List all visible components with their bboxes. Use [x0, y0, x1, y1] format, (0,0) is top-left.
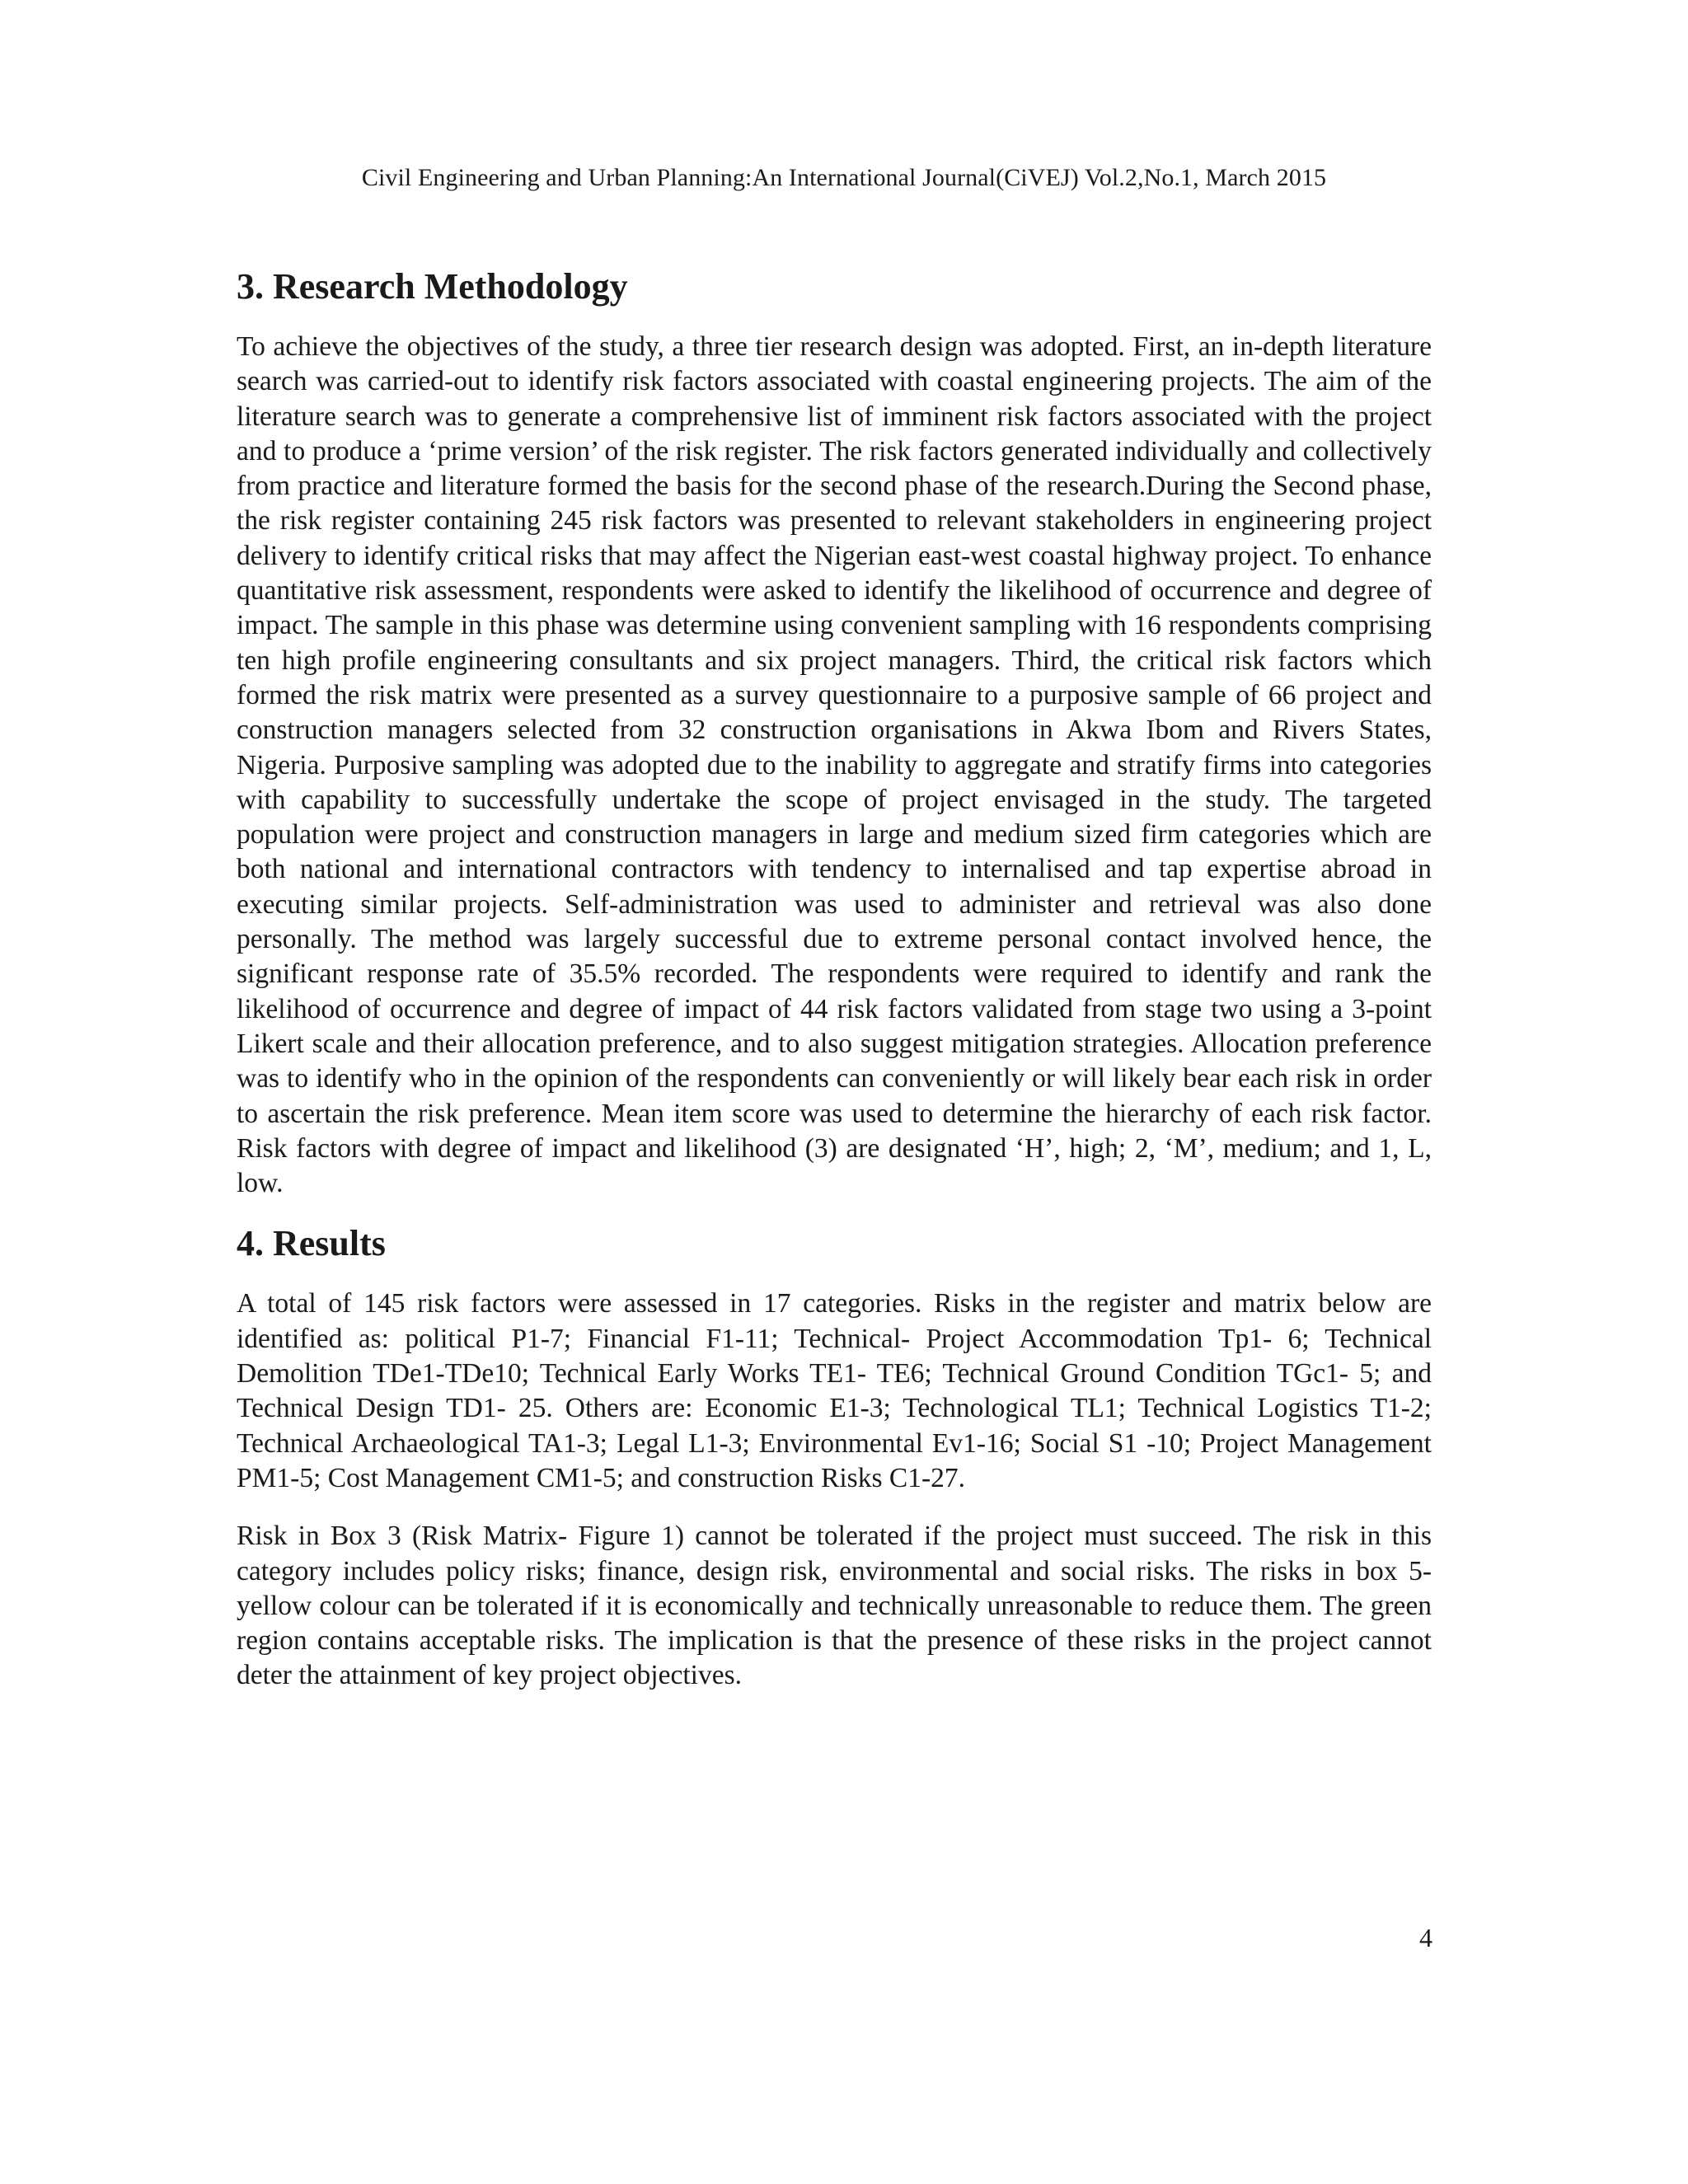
running-header: Civil Engineering and Urban Planning:An International Journal(CiVEJ) Vol.2,No.1, March 2015 [361, 164, 1327, 191]
paragraph-results-2: Risk in Box 3 (Risk Matrix- Figure 1) cannot be tolerated if the project must succeed. The risk in this category includes policy risks; finance, design risk, environmental and social risks. The risks in box 5- yellow colour can be tolerated if it is economically and technically unreasonable to reduce them. The green region contains acceptable risks. The implication is that the presence of these risks in the project cannot deter the attainment of key project objectives. [237, 1521, 1432, 1691]
page-number: 4 [1419, 1923, 1432, 1952]
paragraph-results-1: A total of 145 risk factors were assessed in 17 categories. Risks in the register and matrix below are identified as: political P1-7; Financial F1-11; Technical- Project Accommodation Tp1- 6; Technical Demolition TDe1-TDe10; Technical Early Works TE1- TE6; Technical Ground Condition TGc1- 5; and Technical Design TD1- 25. Others are: Economic E1-3; Technological TL1; Technical Logistics T1-2; Technical Archaeological TA1-3; Legal L1-3; Environmental Ev1-16; Social S1 -10; Project Management PM1-5; Cost Management CM1-5; and construction Risks C1-27. [237, 1288, 1432, 1493]
page-body [237, 262, 1432, 1694]
section-heading-results: 4. Results [237, 1223, 386, 1264]
paragraph-methodology: To achieve the objectives of the study, a three tier research design was adopted. First, an in-depth literature search was carried-out to identify risk factors associated with coastal engineering projects. The aim of the literature search was to generate a comprehensive list of imminent risk factors associated with the project and to produce a ‘prime version’ of the risk register. The risk factors generated individually and collectively from practice and literature formed the basis for the second phase of the research.During the Second phase, the risk register containing 245 risk factors was presented to relevant stakeholders in engineering project delivery to identify critical risks that may affect the Nigerian east-west coastal highway project. To enhance quantitative risk assessment, respondents were asked to identify the likelihood of occurrence and degree of impact. The sample in this phase was determine using convenient sampling with 16 respondents comprising ten high profile engineering consultants and six project managers. Third, the critical risk factors which formed the risk matrix were presented as a survey questionnaire to a purposive sample of 66 project and construction managers selected from 32 construction organisations in Akwa Ibom and Rivers States, Nigeria. Purposive sampling was adopted due to the inability to aggregate and stratify firms into categories with capability to successfully undertake the scope of project envisaged in the study. The targeted population were project and construction managers in large and medium sized firm categories which are both national and international contractors with tendency to internalised and tap expertise abroad in executing similar projects. Self-administration was used to administer and retrieval was also done personally. The method was largely successful due to extreme personal contact involved hence, the significant response rate of 35.5% recorded. The respondents were required to identify and rank the likelihood of occurrence and degree of impact of 44 risk factors validated from stage two using a 3-point Likert scale and their allocation preference, and to also suggest mitigation strategies. Allocation preference was to identify who in the opinion of the respondents can conveniently or will likely bear each risk in order to ascertain the risk preference. Mean item score was used to determine the hierarchy of each risk factor. Risk factors with degree of impact and likelihood (3) are designated ‘H’, high; 2, ‘M’, medium; and 1, L, low. [237, 331, 1432, 1199]
section-heading-research-methodology: 3. Research Methodology [237, 266, 628, 307]
